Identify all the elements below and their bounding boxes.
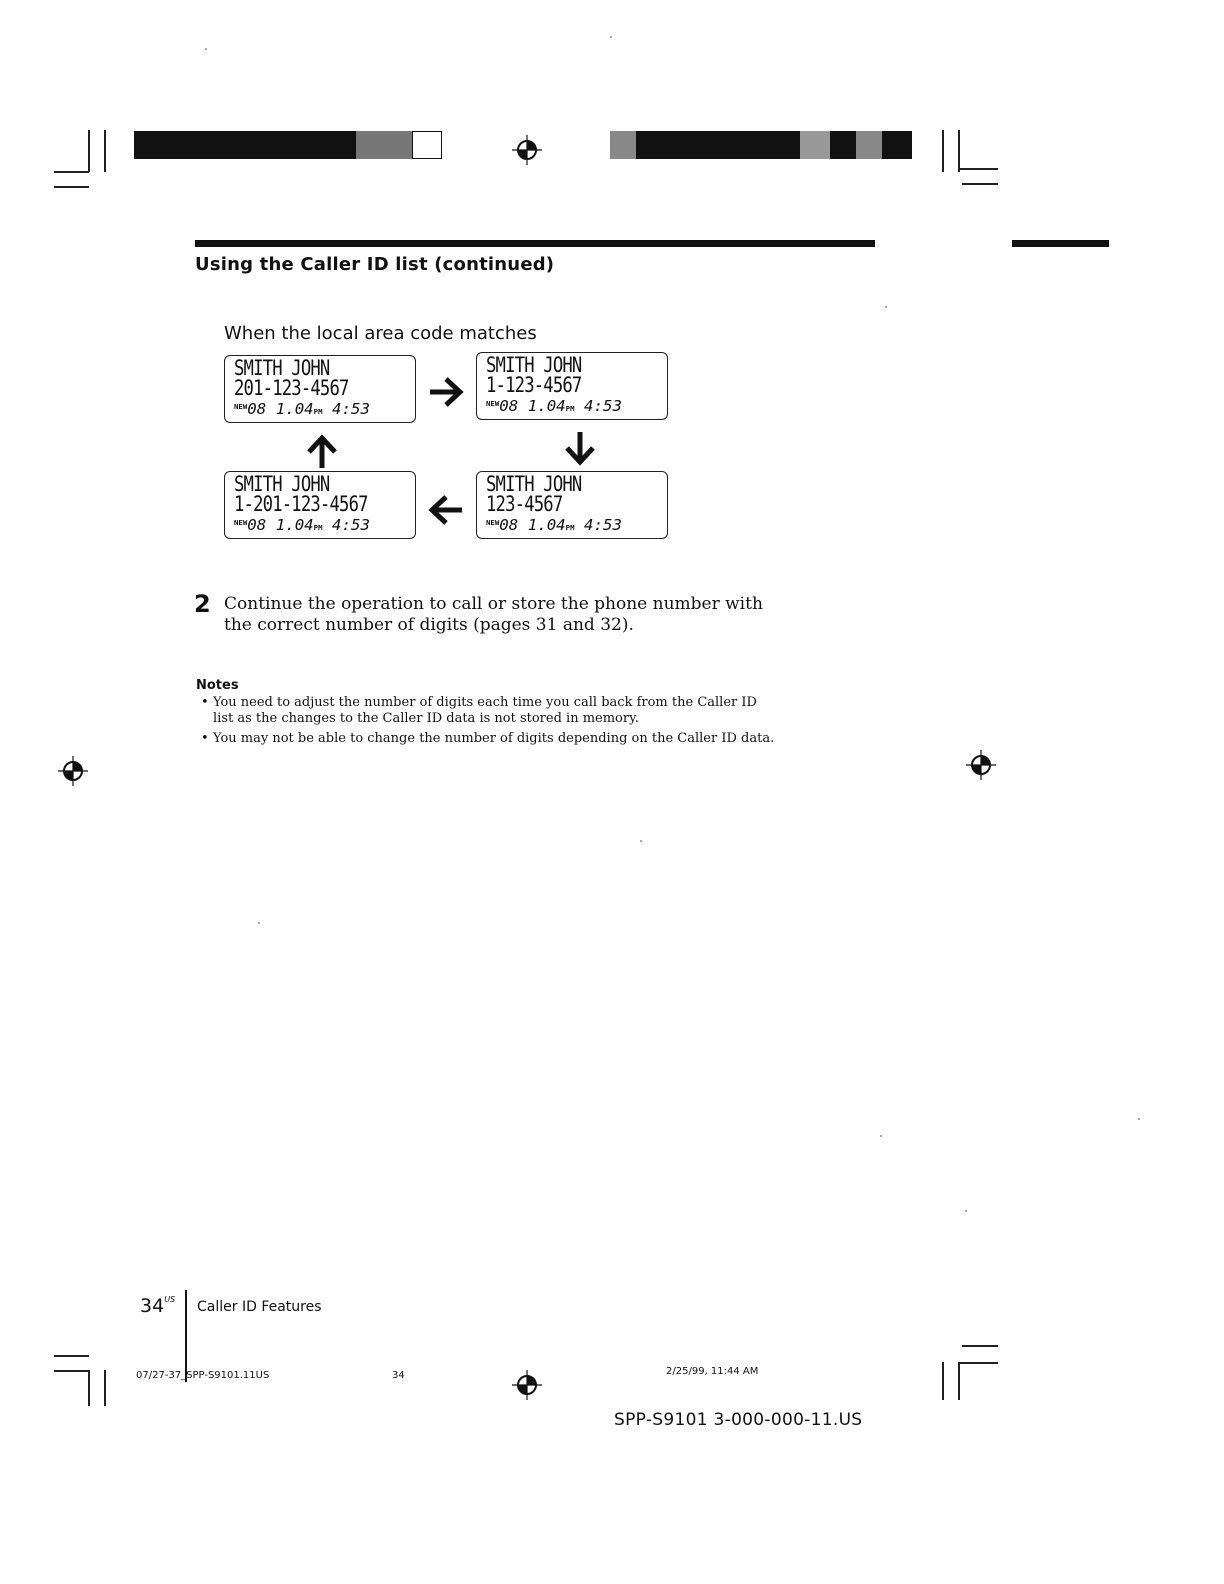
crop-mark bbox=[942, 1362, 944, 1400]
slug-page: 34 bbox=[392, 1370, 405, 1381]
lcd-time: 4:53 bbox=[332, 400, 370, 418]
notes-list bbox=[196, 695, 776, 751]
scan-speck bbox=[880, 1135, 882, 1137]
scan-speck bbox=[1138, 1118, 1140, 1120]
page-number-suffix: US bbox=[164, 1295, 176, 1304]
arrow-down-icon bbox=[560, 428, 600, 468]
note-item: • You may not be able to change the number of digits depending on the Caller ID data. bbox=[196, 731, 776, 747]
lcd-time: 4:53 bbox=[332, 516, 370, 534]
lcd-date: 08 1.04 bbox=[499, 397, 566, 415]
subheading: When the local area code matches bbox=[224, 323, 537, 344]
scan-speck bbox=[258, 922, 260, 924]
lcd-number-line: 1-201-123-4567 bbox=[234, 492, 368, 516]
arrow-up-icon bbox=[302, 432, 342, 472]
new-indicator: NEW bbox=[234, 519, 248, 527]
scan-speck bbox=[205, 48, 207, 50]
lcd-date-line bbox=[234, 514, 416, 537]
lcd-number-line: 123-4567 bbox=[486, 492, 563, 516]
color-bar-right-gray bbox=[610, 131, 636, 159]
lcd-display bbox=[476, 352, 668, 420]
lcd-date-line bbox=[486, 514, 668, 537]
crop-mark bbox=[54, 1370, 89, 1372]
color-bar-left-gray bbox=[356, 131, 412, 159]
crop-mark bbox=[942, 130, 944, 172]
lcd-date: 08 1.04 bbox=[247, 516, 314, 534]
model-code: SPP-S9101 3-000-000-11.US bbox=[614, 1410, 863, 1430]
crop-mark bbox=[104, 130, 106, 172]
notes-heading: Notes bbox=[196, 678, 239, 693]
note-item: • You need to adjust the number of digits each time you call back from the Caller ID list as the changes to the Caller ID data is not stored in memory. bbox=[196, 695, 776, 727]
crop-mark bbox=[88, 130, 90, 172]
lcd-date-line bbox=[234, 398, 416, 421]
crop-mark bbox=[958, 1362, 998, 1364]
lcd-number-line: 1-123-4567 bbox=[486, 373, 582, 397]
crop-mark bbox=[962, 183, 998, 185]
new-indicator: NEW bbox=[486, 519, 500, 527]
color-bar-right-gray bbox=[800, 131, 830, 159]
crop-mark bbox=[88, 1370, 90, 1406]
color-bar-right-gray bbox=[856, 131, 882, 159]
scan-speck bbox=[640, 840, 642, 842]
color-bar-left-end bbox=[412, 131, 442, 159]
lcd-name-line: SMITH JOHN bbox=[486, 353, 582, 377]
crop-mark bbox=[958, 168, 998, 170]
registration-mark-icon bbox=[512, 1370, 542, 1400]
page-number-value: 34 bbox=[140, 1295, 165, 1317]
color-bar-left bbox=[134, 131, 356, 159]
footer-divider bbox=[185, 1290, 187, 1382]
crop-mark bbox=[962, 1345, 998, 1347]
lcd-display bbox=[224, 355, 416, 423]
lcd-time: 4:53 bbox=[584, 397, 622, 415]
step-text: Continue the operation to call or store the phone number with the correct number of digits (pages 31 and 32). bbox=[224, 594, 763, 635]
lcd-display bbox=[224, 471, 416, 539]
crop-mark bbox=[958, 1362, 960, 1400]
crop-mark bbox=[54, 1355, 89, 1357]
scan-speck bbox=[610, 36, 612, 38]
side-rule bbox=[1012, 240, 1109, 247]
crop-mark bbox=[958, 130, 960, 172]
pm-indicator: PM bbox=[313, 408, 323, 416]
section-rule bbox=[195, 240, 875, 247]
new-indicator: NEW bbox=[234, 403, 248, 411]
crop-mark bbox=[104, 1370, 106, 1406]
slug-file: 07/27-37_SPP-S9101.11US bbox=[136, 1370, 270, 1381]
scan-speck bbox=[885, 306, 887, 308]
step-number: 2 bbox=[194, 590, 211, 618]
lcd-name-line: SMITH JOHN bbox=[486, 472, 582, 496]
arrow-left-icon bbox=[426, 490, 466, 530]
lcd-number-line: 201-123-4567 bbox=[234, 376, 349, 400]
pm-indicator: PM bbox=[565, 405, 575, 413]
lcd-date: 08 1.04 bbox=[499, 516, 566, 534]
new-indicator: NEW bbox=[486, 400, 500, 408]
lcd-name-line: SMITH JOHN bbox=[234, 472, 330, 496]
arrow-right-icon bbox=[426, 372, 466, 412]
registration-mark-icon bbox=[58, 756, 88, 786]
crop-mark bbox=[54, 171, 89, 173]
pm-indicator: PM bbox=[565, 524, 575, 532]
page-number bbox=[140, 1295, 175, 1317]
lcd-name-line: SMITH JOHN bbox=[234, 356, 330, 380]
lcd-display bbox=[476, 471, 668, 539]
registration-mark-icon bbox=[512, 135, 542, 165]
crop-mark bbox=[54, 186, 89, 188]
lcd-time: 4:53 bbox=[584, 516, 622, 534]
section-title: Using the Caller ID list (continued) bbox=[195, 254, 555, 275]
footer-section-name: Caller ID Features bbox=[197, 1299, 322, 1315]
lcd-date-line bbox=[486, 395, 668, 418]
slug-date: 2/25/99, 11:44 AM bbox=[666, 1366, 759, 1377]
registration-mark-icon bbox=[966, 750, 996, 780]
scan-speck bbox=[965, 1210, 967, 1212]
lcd-date: 08 1.04 bbox=[247, 400, 314, 418]
pm-indicator: PM bbox=[313, 524, 323, 532]
